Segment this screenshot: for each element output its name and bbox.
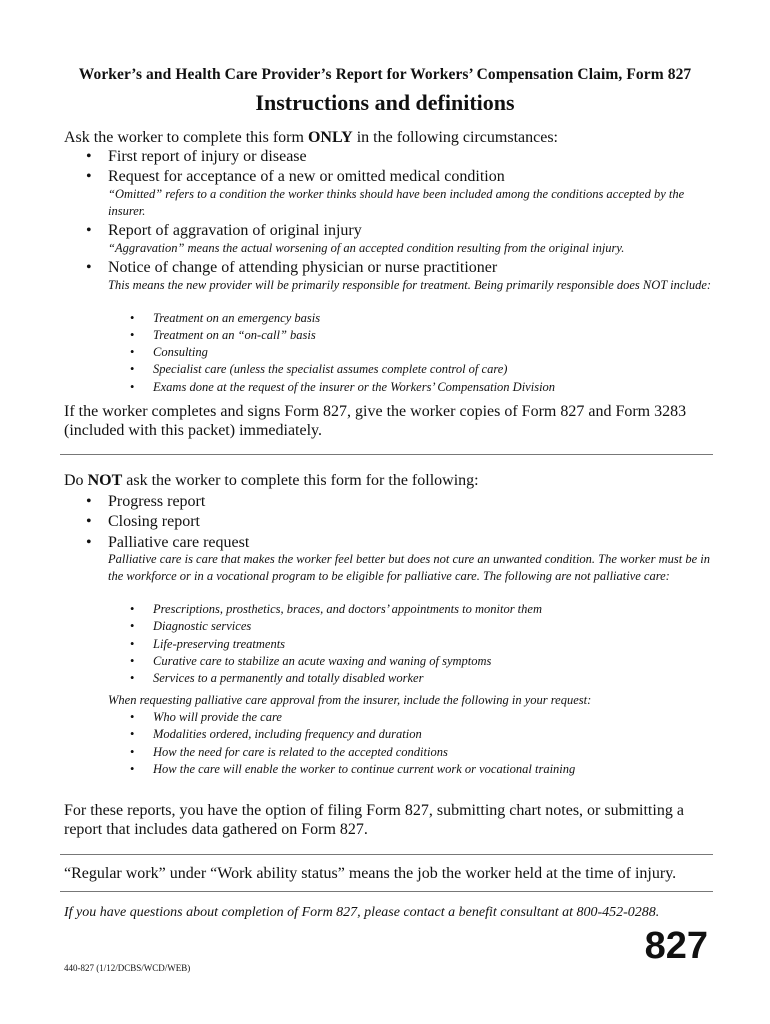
list-item: • How the need for care is related to the accepted conditions [130,745,448,759]
section1-closing: If the worker completes and signs Form 827, give the worker copies of Form 827 and Form 3283 (included with this packet) immediately. [64,403,687,439]
list-item: • First report of injury or disease [86,148,307,165]
divider [60,891,713,892]
list-item: • Consulting [130,345,208,359]
list-item: • Services to a permanently and totally disabled worker [130,671,424,685]
divider [60,454,713,455]
omitted-definition: “Omitted” refers to a condition the worker thinks should have been included among the conditions accepted by the insurer. [108,187,685,218]
list-item: • Exams done at the request of the insurer or the Workers’ Compensation Division [130,380,556,394]
list-item: • Who will provide the care [130,710,282,724]
list-item: • Progress report [86,493,206,510]
form-title: Worker’s and Health Care Provider’s Report for Workers’ Compensation Claim, Form 827 [78,66,692,83]
list-item: • Prescriptions, prosthetics, braces, and doctors’ appointments to monitor them [130,602,542,616]
page-title: Instructions and definitions [255,90,515,115]
list-item: • Modalities ordered, including frequency and duration [130,727,422,741]
contact-note: If you have questions about completion of Form 827, please contact a benefit consultant at 800-452-0288. [64,905,660,920]
form-number: 827 [644,925,708,967]
list-item: • Treatment on an “on-call” basis [130,328,316,342]
list-item: • Palliative care request [86,534,250,551]
list-item: • Diagnostic services [130,619,252,633]
list-item: • Request for acceptance of a new or omitted medical condition [86,168,505,185]
request-intro: When requesting palliative care approval from the insurer, include the following in your request: [108,693,592,707]
list-item: • Closing report [86,513,200,530]
emphasis-only: ONLY [307,129,353,146]
regular-work-definition: “Regular work” under “Work ability status” means the job the worker held at the time of injury. [64,865,677,882]
list-item: • Report of aggravation of original injury [86,222,362,239]
list-item: • Treatment on an emergency basis [130,311,321,325]
divider [60,854,713,855]
aggravation-definition: “Aggravation” means the actual worsening of an accepted condition resulting from the original injury. [108,241,625,255]
list-item: • Notice of change of attending physician or nurse practitioner [86,259,498,276]
list-item: • Specialist care (unless the specialist assumes complete control of care) [130,362,508,376]
list-item: • How the care will enable the worker to continue current work or vocational training [130,762,576,776]
section1-intro: Ask the worker to complete this form ONLY in the following circumstances: [64,129,558,146]
list-item: • Life-preserving treatments [130,637,286,651]
form-code: 440-827 (1/12/DCBS/WCD/WEB) [64,963,191,973]
list-item: • Curative care to stabilize an acute waxing and waning of symptoms [130,654,492,668]
palliative-definition: Palliative care is care that makes the worker feel better but does not cure an unwanted condition. The worker must be in the workforce or in a vocational program to be eligible for palliative care. The following are not palliative care: [108,552,710,583]
emphasis-not: NOT [87,472,123,489]
change-definition: This means the new provider will be primarily responsible for treatment. Being primarily responsible does NOT include: [108,278,712,292]
section2-intro: Do NOT ask the worker to complete this form for the following: [64,472,479,489]
section2-closing: For these reports, you have the option of filing Form 827, submitting chart notes, or submitting a report that includes data gathered on Form 827. [64,802,684,838]
